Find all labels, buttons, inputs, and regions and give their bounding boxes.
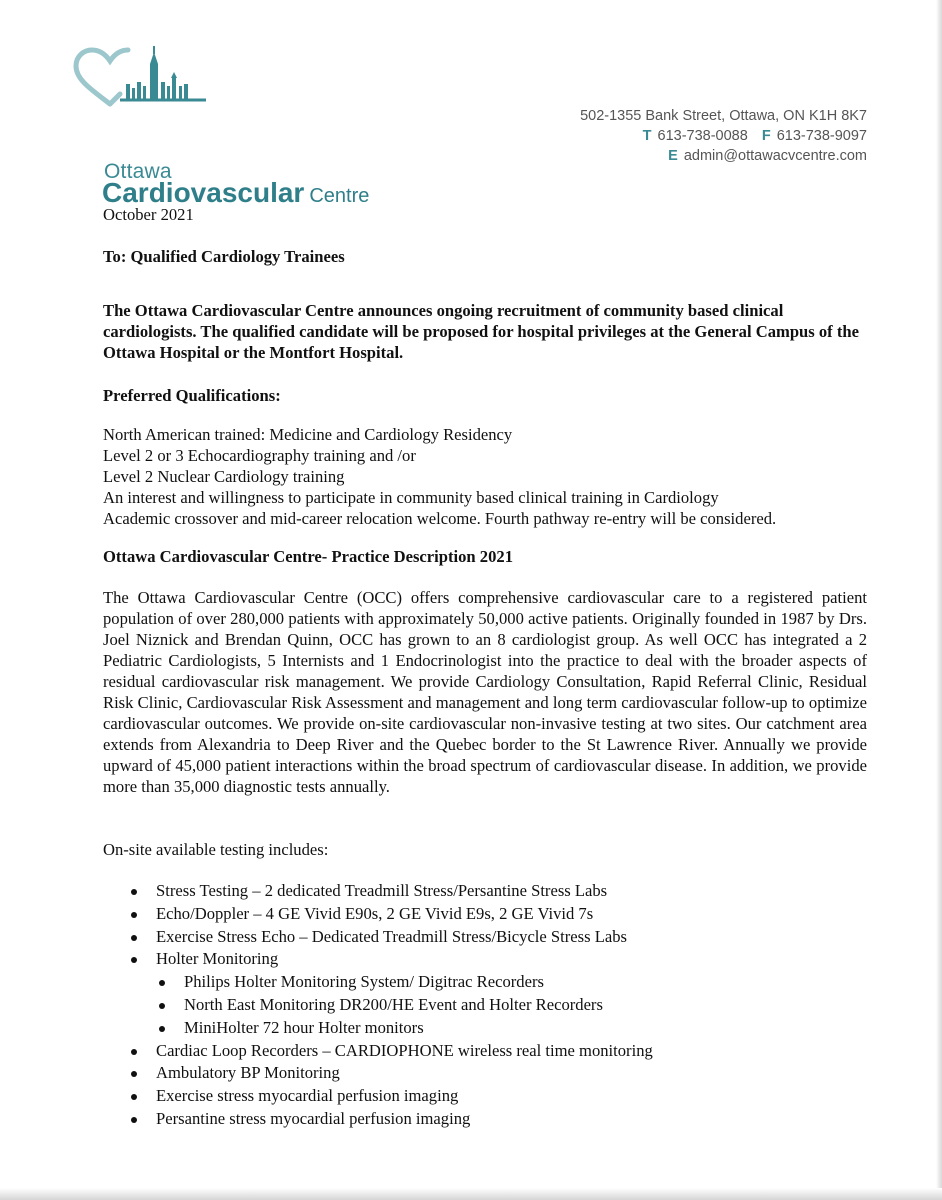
qualification-item: Academic crossover and mid-career relocation welcome. Fourth pathway re-entry will be considered. bbox=[103, 509, 777, 528]
qualification-item: An interest and willingness to participate in community based clinical training in Cardiology bbox=[103, 488, 719, 507]
qualifications-heading: Preferred Qualifications: bbox=[103, 386, 281, 405]
announcement-paragraph: The Ottawa Cardiovascular Centre announces ongoing recruitment of community based clinical cardiologists. The qualified candidate will be proposed for hospital privileges at the General Campus of the Ottawa Hospital or the Montfort Hospital. bbox=[103, 301, 859, 362]
phone-number: 613-738-0088 bbox=[657, 128, 748, 144]
qualification-item: Level 2 Nuclear Cardiology training bbox=[103, 467, 345, 486]
page-edge-right bbox=[936, 0, 942, 1200]
logo-ottawa-text: Ottawa bbox=[104, 160, 172, 183]
test-item: Echo/Doppler – 4 GE Vivid E90s, 2 GE Vivid E9s, 2 GE Vivid 7s bbox=[128, 903, 653, 926]
email-line bbox=[580, 146, 867, 166]
practice-heading: Ottawa Cardiovascular Centre- Practice Description 2021 bbox=[103, 547, 513, 566]
logo-cardiovascular-text: Cardiovascular bbox=[102, 177, 305, 208]
logo-centre-text: Centre bbox=[309, 185, 370, 207]
testing-list bbox=[128, 880, 653, 1131]
page-edge-bottom bbox=[0, 1188, 942, 1200]
test-item: Persantine stress myocardial perfusion imaging bbox=[128, 1108, 653, 1131]
clinic-logo bbox=[70, 46, 370, 208]
addressee: To: Qualified Cardiology Trainees bbox=[103, 247, 345, 266]
test-subitem: MiniHolter 72 hour Holter monitors bbox=[128, 1017, 653, 1040]
contact-block bbox=[580, 106, 867, 166]
practice-description: The Ottawa Cardiovascular Centre (OCC) offers comprehensive cardiovascular care to a registered patient population of over 280,000 patients with approximately 50,000 active patients. Originally founded in 1987 by Drs. Joel Niznick and Brendan Quinn, OCC has grown to an 8 cardiologist group. As well OCC has integrated a 2 Pediatric Cardiologists, 5 Internists and 1 Endocrinologist into the practice to deal with the broader aspects of residual cardiovascular risk management. We provide Cardiology Consultation, Rapid Referral Clinic, Residual Risk Clinic, Cardiovascular Risk Assessment and management and long term cardiovascular follow-up to optimize cardiovascular outcomes. We provide on-site cardiovascular non-invasive testing at two sites. Our catchment area extends from Alexandria to Deep River and the Quebec border to the St Lawrence River. Annually we provide upward of 45,000 patient interactions within the broad spectrum of cardiovascular disease. In addition, we provide more than 35,000 diagnostic tests annually. bbox=[103, 588, 867, 796]
letter-date: October 2021 bbox=[103, 205, 194, 224]
qualification-item: Level 2 or 3 Echocardiography training and /or bbox=[103, 446, 416, 465]
qualification-item: North American trained: Medicine and Cardiology Residency bbox=[103, 425, 513, 444]
qualifications-list bbox=[103, 424, 776, 529]
test-subitem: North East Monitoring DR200/HE Event and Holter Recorders bbox=[128, 994, 653, 1017]
phone-fax-line bbox=[580, 126, 867, 146]
phone-label: T bbox=[642, 128, 652, 144]
fax-label: F bbox=[761, 128, 771, 144]
logo-name bbox=[102, 179, 369, 207]
test-item: Ambulatory BP Monitoring bbox=[128, 1062, 653, 1085]
fax-number: 613-738-9097 bbox=[776, 128, 867, 144]
test-subitem: Philips Holter Monitoring System/ Digitrac Recorders bbox=[128, 971, 653, 994]
address: 502-1355 Bank Street, Ottawa, ON K1H 8K7 bbox=[580, 108, 867, 124]
testing-intro: On-site available testing includes: bbox=[103, 840, 329, 859]
heart-parliament-logo-icon bbox=[70, 46, 210, 116]
test-item: Holter Monitoring bbox=[128, 948, 653, 971]
test-item: Stress Testing – 2 dedicated Treadmill Stress/Persantine Stress Labs bbox=[128, 880, 653, 903]
email-label: E bbox=[668, 148, 678, 164]
test-item: Cardiac Loop Recorders – CARDIOPHONE wireless real time monitoring bbox=[128, 1040, 653, 1063]
test-item: Exercise Stress Echo – Dedicated Treadmill Stress/Bicycle Stress Labs bbox=[128, 926, 653, 949]
test-item: Exercise stress myocardial perfusion imaging bbox=[128, 1085, 653, 1108]
email-address: admin@ottawacvcentre.com bbox=[683, 148, 867, 164]
